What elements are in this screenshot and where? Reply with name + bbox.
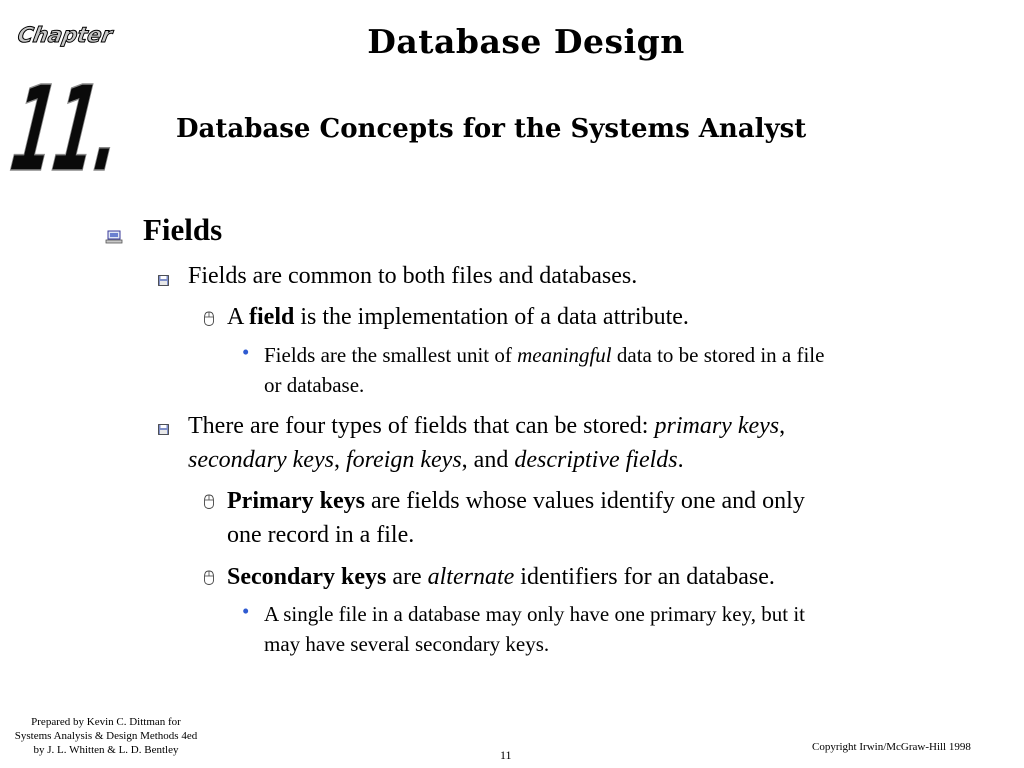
outline-item-2-2: Secondary keys are alternate identifiers for an database. (227, 564, 775, 590)
page-number: 11 (500, 748, 512, 762)
outline-heading-fields: Fields (143, 212, 223, 247)
floppy-disk-icon (158, 424, 169, 435)
outline-item-1: Fields are common to both files and databases. (188, 263, 638, 289)
copyright-notice: Copyright Irwin/McGraw-Hill 1998 (812, 741, 971, 753)
page-title: Database Design (367, 22, 685, 61)
outline-item-1-1-1: Fields are the smallest unit of meaningful data to be stored in a file or database. (264, 343, 825, 397)
page-subtitle: Database Concepts for the Systems Analyst (176, 114, 807, 144)
footer-credits: Prepared by Kevin C. Dittman for Systems Analysis & Design Methods 4ed by J. L. Whitten & L. D. Bentley (14, 716, 198, 756)
outline-item-2: There are four types of fields that can be stored: primary keys, secondary keys, foreign keys, and descriptive fields. (188, 413, 786, 473)
chapter-word: Chapter (15, 22, 115, 47)
outline-item-2-2-1: A single file in a database may only have one primary key, but it may have several secondary keys. (264, 602, 805, 656)
bullet-dot: • (242, 340, 250, 364)
mouse-icon (204, 571, 214, 585)
computer-icon (106, 230, 122, 244)
mouse-icon (204, 312, 214, 326)
outline-item-2-1: Primary keys are fields whose values identify one and only one record in a file. (227, 488, 805, 548)
mouse-icon (204, 495, 214, 509)
bullet-dot: • (242, 599, 250, 623)
outline-item-1-1: A field is the implementation of a data attribute. (227, 304, 689, 330)
floppy-disk-icon (158, 275, 169, 286)
chapter-number: 11. (3, 60, 233, 198)
